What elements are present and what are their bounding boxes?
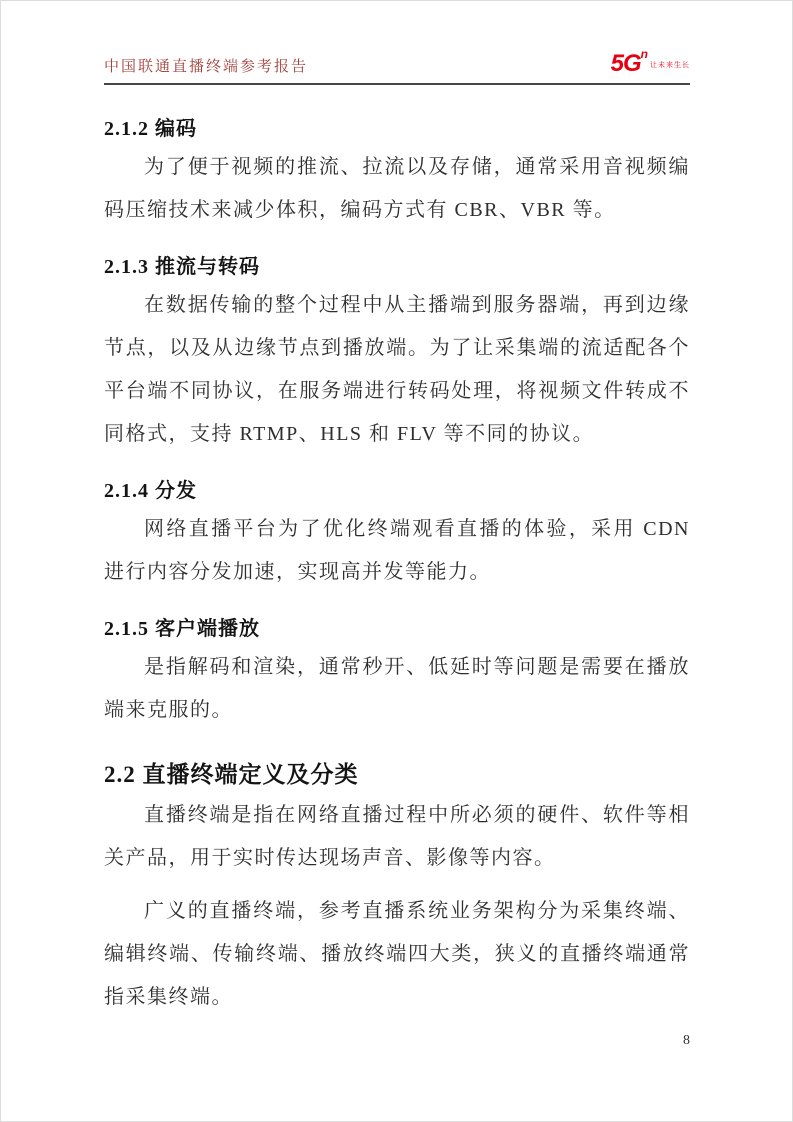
logo-5g-text: 5G [610, 50, 641, 77]
paragraph: 广义的直播终端，参考直播系统业务架构分为采集终端、编辑终端、传输终端、播放终端四大类，狭义的直播终端通常指采集终端。 [104, 900, 690, 1008]
paragraph: 直播终端是指在网络直播过程中所必须的硬件、软件等相关产品，用于实时传达现场声音、影像等内容。 [104, 804, 690, 869]
paragraph: 网络直播平台为了优化终端观看直播的体验，采用 CDN 进行内容分发加速，实现高并发等能力。 [104, 518, 690, 583]
header-row [104, 47, 690, 85]
logo-tagline: 让未来生长 [650, 61, 690, 69]
report-title: 中国联通直播终端参考报告 [104, 59, 309, 75]
logo-superscript-n: n [640, 47, 648, 61]
paragraph: 为了便于视频的推流、拉流以及存储，通常采用音视频编码压缩技术来减少体积，编码方式有 CBR、VBR 等。 [104, 156, 690, 221]
paragraph: 在数据传输的整个过程中从主播端到服务器端，再到边缘节点，以及从边缘节点到播放端。为了让采集端的流适配各个平台端不同协议，在服务端进行转码处理，将视频文件转成不同格式，支持 RTMP、HLS 和 FLV 等不同的协议。 [104, 294, 690, 445]
section-heading-2-2: 2.2 直播终端定义及分类 [104, 762, 359, 787]
section-heading-2-1-4: 2.1.4 分发 [104, 480, 197, 502]
page-number: 8 [683, 1033, 690, 1048]
page-header [104, 47, 690, 85]
document-body [104, 100, 690, 1029]
unicom-5g-logo [610, 47, 690, 77]
section-heading-2-1-2: 2.1.2 编码 [104, 118, 197, 140]
section-heading-2-1-3: 2.1.3 推流与转码 [104, 256, 260, 278]
section-heading-2-1-5: 2.1.5 客户端播放 [104, 618, 260, 640]
paragraph: 是指解码和渲染，通常秒开、低延时等问题是需要在播放端来克服的。 [104, 656, 690, 721]
